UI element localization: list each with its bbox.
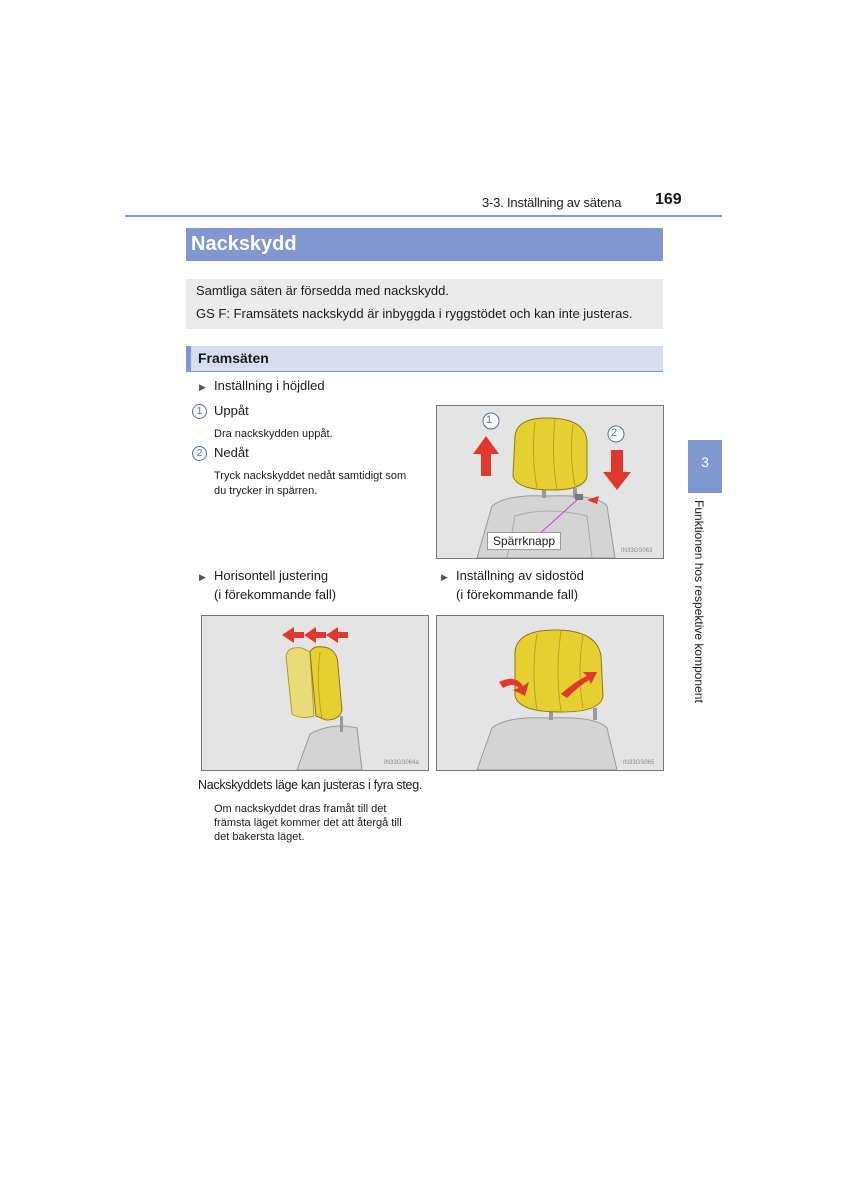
section-header: 3-3. Inställning av sätena [482,195,622,210]
horizontal-caption: Nackskyddets läge kan justeras i fyra steg. [198,778,423,792]
page-title: Nackskydd [191,233,297,255]
horizontal-heading-line2: (i förekommande fall) [214,587,337,602]
figure-height-adjust [436,405,664,559]
horizontal-heading-line1: Horisontell justering [214,568,329,583]
horizontal-note-line1: Om nackskyddet dras framåt till det [214,803,387,815]
step2-label: Nedåt [214,445,249,460]
step1-number-icon: 1 [192,404,207,419]
chapter-number: 3 [701,454,709,470]
page-number: 169 [655,191,682,208]
figure-side-support [436,615,664,771]
horizontal-note-line2: främsta läget kommer det att återgå till [214,817,402,829]
bullet-triangle-icon: ▶ [441,572,448,582]
figure-code: IN33GS063 [621,548,653,554]
chapter-title-vertical: Funktionen hos respektive komponent [692,500,706,703]
subsection-accent [186,346,191,371]
step2-number-icon: 2 [192,446,207,461]
step1-desc: Dra nackskydden uppåt. [214,428,333,440]
intro-line-1: Samtliga säten är försedda med nackskydd. [196,283,449,298]
horizontal-note-line3: det bakersta läget. [214,831,305,843]
figure-horizontal-adjust [201,615,429,771]
headrest-horizontal-illustration [202,616,428,770]
step1-label: Uppåt [214,403,249,418]
headrest-side-support-illustration [437,616,663,770]
intro-line-2: GS F: Framsätets nackskydd är inbyggda i ryggstödet och kan inte justeras. [196,306,633,321]
step2-desc-line2: du trycker in spärren. [214,485,318,497]
figure-marker-1: 1 [486,414,493,426]
bullet-triangle-icon: ▶ [199,572,206,582]
bullet-triangle-icon: ▶ [199,382,206,392]
side-support-heading-line1: Inställning av sidostöd [456,568,584,583]
figure-code: IN33GS065 [623,760,655,766]
lock-button-callout: Spärrknapp [487,532,561,550]
figure-code: IN33GS064a [384,760,419,766]
step2-desc-line1: Tryck nackskyddet nedåt samtidigt som [214,470,407,482]
subsection-title: Framsäten [198,350,269,366]
height-heading: Inställning i höjdled [214,378,325,393]
side-support-heading-line2: (i förekommande fall) [456,587,579,602]
figure-marker-2: 2 [611,427,618,439]
header-rule [125,215,722,217]
